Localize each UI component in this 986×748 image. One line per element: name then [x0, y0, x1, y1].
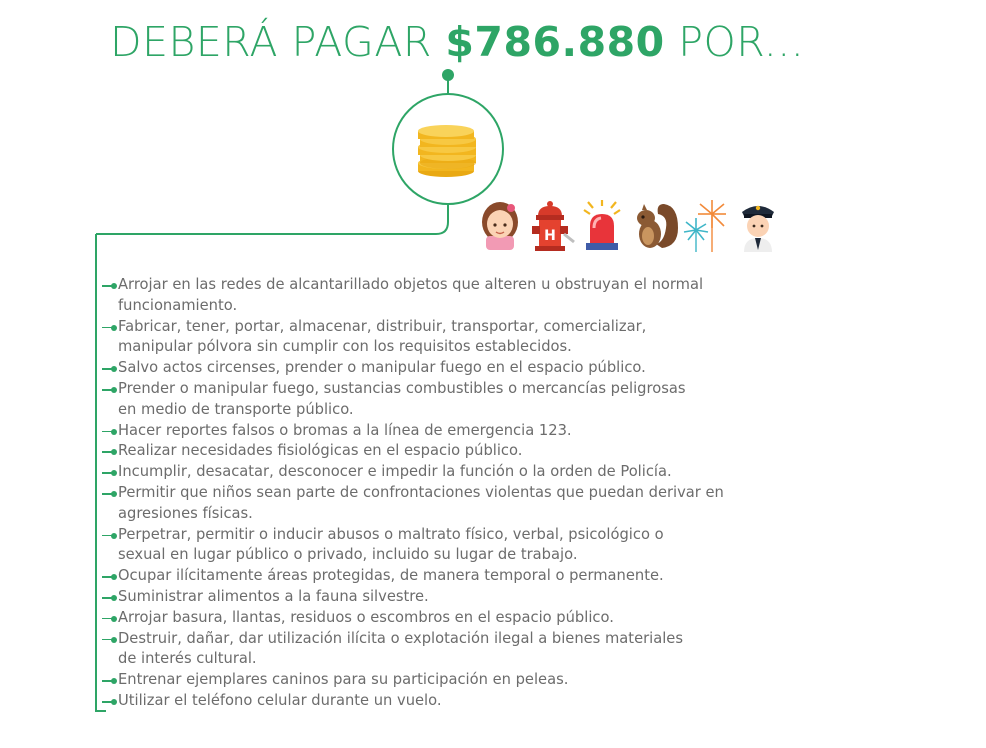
list-item-text: Incumplir, desacatar, desconocer e impedir la función o la orden de Policía.: [118, 463, 672, 481]
list-item-text: Salvo actos circenses, prender o manipular fuego en el espacio público.: [118, 359, 646, 377]
headline-prefix: DEBERÁ PAGAR: [110, 18, 446, 66]
list-item-text: Suministrar alimentos a la fauna silvestre.: [118, 587, 429, 605]
list-item: [118, 421, 724, 442]
list-item: [118, 525, 724, 567]
bullet-marker: [102, 636, 117, 643]
list-item-text: Permitir que niños sean parte de confrontaciones violentas que puedan derivar en agresiones físicas.: [118, 483, 724, 522]
bullet-marker: [102, 448, 117, 455]
headline-suffix: POR...: [664, 18, 805, 66]
bullet-marker: [102, 428, 117, 435]
girl-icon: [482, 202, 518, 250]
bullet-marker: [102, 677, 117, 684]
list-item: [118, 566, 724, 587]
list-item-text: Arrojar basura, llantas, residuos o escombros en el espacio público.: [118, 608, 614, 626]
bullet-marker: [102, 365, 117, 372]
bullet-marker: [102, 698, 117, 705]
list-item: [118, 379, 724, 421]
list-item-text: Fabricar, tener, portar, almacenar, distribuir, transportar, comercializar, manipular pólvora sin cumplir con los requisitos establecidos.: [118, 317, 647, 356]
bullet-marker: [102, 282, 117, 289]
list-item: [118, 462, 724, 483]
bullet-marker: [102, 490, 117, 497]
list-item-text: Destruir, dañar, dar utilización ilícita o explotación ilegal a bienes materiales de interés cultural.: [118, 629, 683, 668]
list-item: [118, 483, 724, 525]
squirrel-icon: [637, 204, 678, 248]
connector-elbow: [96, 203, 448, 234]
bullet-marker: [102, 532, 117, 539]
fireworks-icon: [684, 200, 726, 252]
icons-row: [476, 196, 786, 256]
list-item-text: Prender o manipular fuego, sustancias combustibles o mercancías peligrosas en medio de transporte público.: [118, 379, 686, 418]
coins-badge: [392, 93, 504, 205]
list-item: [118, 317, 724, 359]
bullet-marker: [102, 386, 117, 393]
list-item: [118, 670, 724, 691]
list-item-text: Hacer reportes falsos o bromas a la línea de emergencia 123.: [118, 421, 572, 439]
list-item: [118, 629, 724, 671]
police-officer-icon: [742, 206, 774, 252]
list-item: [118, 691, 724, 712]
list-item-text: Realizar necesidades fisiológicas en el espacio público.: [118, 442, 523, 460]
fire-hydrant-icon: [532, 201, 574, 251]
list-item: [118, 608, 724, 629]
bullet-marker: [102, 324, 117, 331]
list-item-text: Perpetrar, permitir o inducir abusos o maltrato físico, verbal, psicológico o sexual en lugar público o privado, incluido su lugar de trabajo.: [118, 525, 664, 564]
list-item: [118, 441, 724, 462]
list-item-text: Arrojar en las redes de alcantarillado objetos que alteren u obstruyan el normal funcionamiento.: [118, 276, 704, 314]
coins-icon: [416, 123, 482, 181]
fine-amount: $786.880: [445, 18, 665, 66]
bullet-marker: [102, 573, 117, 580]
list-item: [118, 587, 724, 608]
siren-icon: [584, 200, 620, 250]
bullet-marker: [102, 594, 117, 601]
list-item-text: Ocupar ilícitamente áreas protegidas, de manera temporal o permanente.: [118, 567, 664, 585]
bullet-marker: [102, 615, 117, 622]
hydrant-letter-h: H: [544, 228, 556, 244]
list-item: [118, 358, 724, 379]
list-item-text: Entrenar ejemplares caninos para su participación en peleas.: [118, 671, 569, 689]
bullet-marker: [102, 469, 117, 476]
offense-list: [118, 275, 724, 712]
list-item: [118, 275, 724, 317]
list-item-text: Utilizar el teléfono celular durante un vuelo.: [118, 691, 442, 709]
